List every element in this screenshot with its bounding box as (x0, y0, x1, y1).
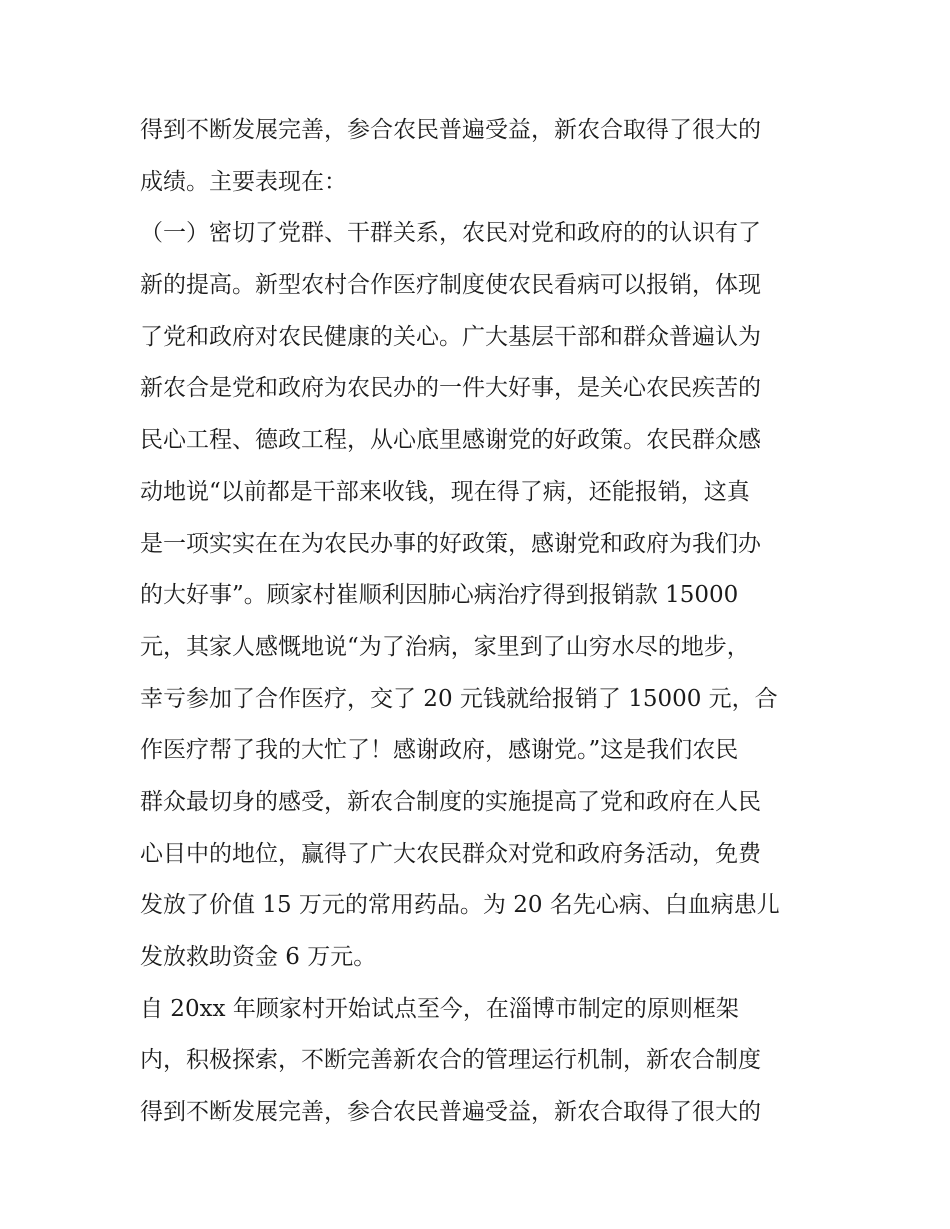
text-line: 心目中的地位，赢得了广大农民群众对党和政府务活动，免费 (140, 840, 761, 867)
text-line: 发放救助资金 6 万元。 (140, 944, 377, 970)
text-line: 是一项实实在在为农民办事的好政策，感谢党和政府为我们办 (140, 530, 761, 557)
text-line: 群众最切身的感受，新农合制度的实施提高了党和政府在人民 (140, 788, 761, 815)
text-line: 得到不断发展完善，参合农民普遍受益，新农合取得了很大的 (140, 117, 761, 143)
text-line: 幸亏参加了合作医疗，交了 20 元钱就给报销了 15000 元，合 (140, 685, 778, 712)
text-line: （一）密切了党群、干群关系，农民对党和政府的的认识有了 (140, 220, 761, 247)
text-line: 得到不断发展完善，参合农民普遍受益，新农合取得了很大的 (140, 1099, 761, 1126)
text-line: 新农合是党和政府为农民办的一件大好事，是关心农民疾苦的 (140, 375, 761, 402)
text-line: 民心工程、德政工程，从心底里感谢党的好政策。农民群众感 (140, 427, 761, 454)
text-line: 自 20xx 年顾家村开始试点至今，在淄博市制定的原则框架 (140, 995, 739, 1022)
text-line: 的大好事”。顾家村崔顺利因肺心病治疗得到报销款 15000 (140, 582, 739, 609)
body-text (140, 108, 830, 1142)
text-line: 了党和政府对农民健康的关心。广大基层干部和群众普遍认为 (140, 323, 761, 350)
text-line: 作医疗帮了我的大忙了！感谢政府，感谢党。”这是我们农民 (140, 737, 739, 764)
text-line: 内，积极探索，不断完善新农合的管理运行机制，新农合制度 (140, 1047, 761, 1074)
text-line: 元，其家人感慨地说“为了治病，家里到了山穷水尽的地步， (140, 633, 750, 660)
text-line: 新的提高。新型农村合作医疗制度使农民看病可以报销，体现 (140, 272, 761, 299)
text-line: 成绩。主要表现在： (140, 168, 347, 195)
text-line: 动地说“以前都是干部来收钱，现在得了病，还能报销，这真 (140, 478, 750, 505)
text-line: 发放了价值 15 万元的常用药品。为 20 名先心病、白血病患儿 (140, 892, 780, 919)
